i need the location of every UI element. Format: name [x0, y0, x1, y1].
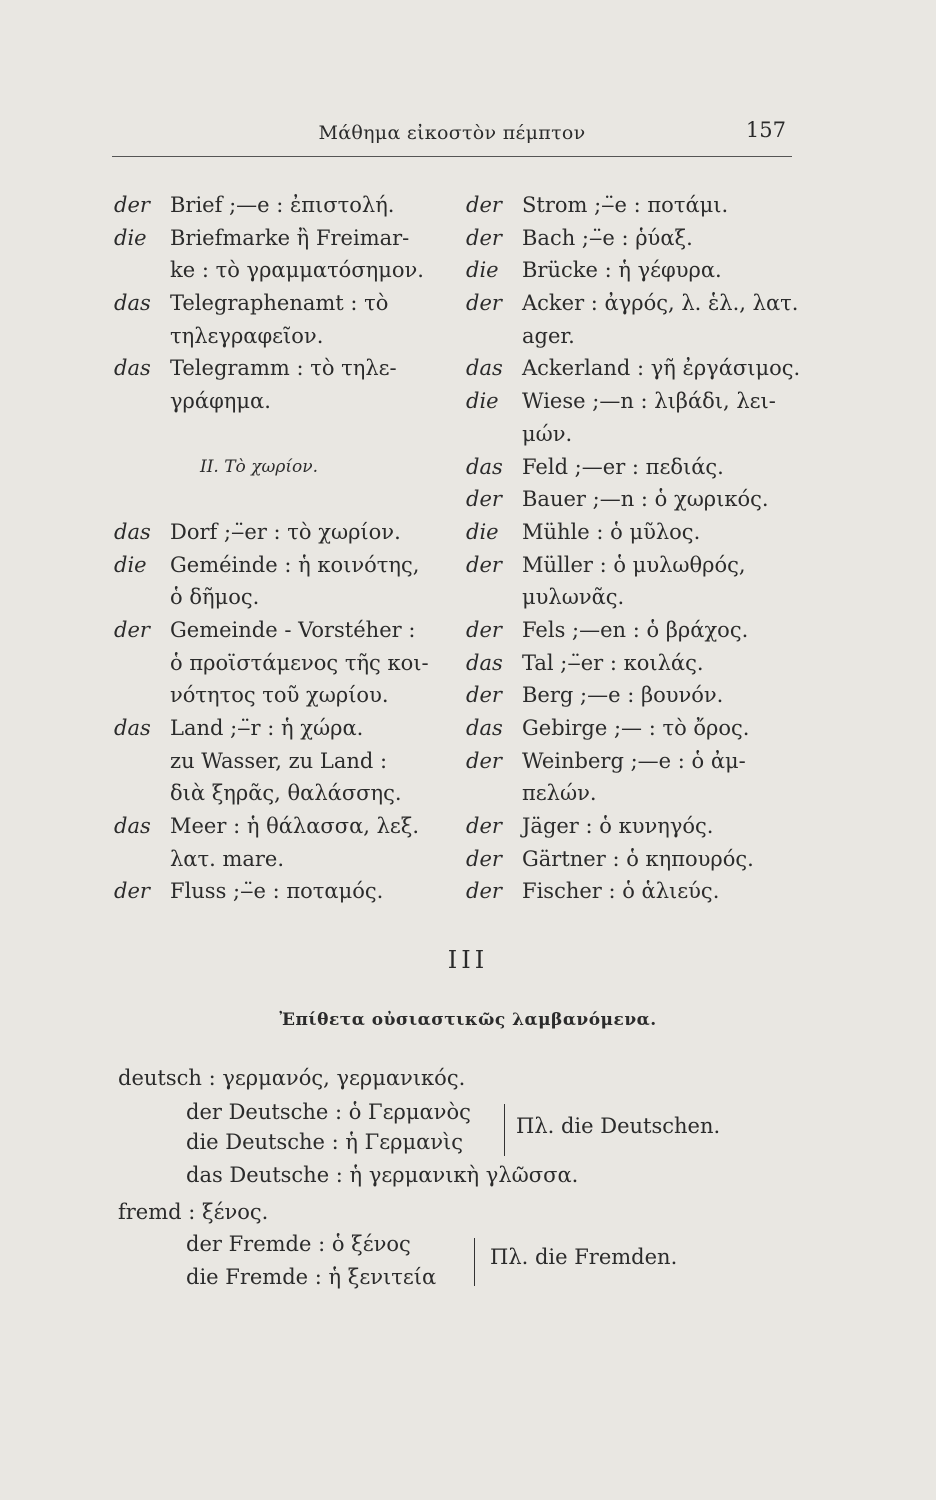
vocab-entry [466, 418, 796, 451]
entry-text: Wiese ;—n : λιβάδι, λει- [522, 389, 776, 414]
entry-text: Weinberg ;—e : ὁ ἀμ- [522, 748, 746, 773]
vocab-entry [114, 875, 444, 908]
article: der [466, 814, 502, 839]
entry-text: Briefmarke ἢ Freimar- [170, 225, 410, 250]
vocab-entry [466, 352, 801, 385]
section-title: Ἐπίθετα οὐσιαστικῶς λαμβανόμενα. [279, 1010, 657, 1030]
entry-der-deutsche: der Deutsche : ὁ Γερμανὸς [186, 1100, 471, 1124]
entry-text: νότητος τοῦ χωρίου. [170, 683, 389, 708]
vocab-entry [114, 843, 444, 876]
entry-text: Fels ;—en : ὁ βράχος. [522, 617, 749, 642]
entry-text: μυλωνᾶς. [522, 585, 625, 610]
vocab-entry [466, 875, 796, 908]
entry-text: Meer : ἡ θάλασσα, λεξ. [170, 814, 420, 839]
entry-text: Brief ;—e : ἐπιστολή. [170, 193, 395, 217]
vocab-entry [114, 745, 444, 778]
article: das [114, 814, 151, 839]
section-numeral: III [447, 946, 489, 974]
entry-text: Geméinde : ἡ κοινότης, [170, 552, 420, 577]
vocab-entry [466, 777, 796, 810]
vocab-entry [466, 483, 796, 516]
entry-der-fremde: der Fremde : ὁ ξένος [186, 1232, 411, 1256]
entry-das-deutsche: das Deutsche : ἡ γερμανικὴ γλῶσσα. [186, 1163, 579, 1187]
article: der [466, 879, 502, 904]
page-header [112, 118, 792, 156]
plural-deutsch: Πλ. die Deutschen. [516, 1114, 721, 1138]
vocab-entry [114, 320, 444, 353]
entry-text: διὰ ξηρᾶς, θαλάσσης. [170, 781, 402, 806]
article: der [466, 225, 502, 250]
article: der [114, 193, 150, 217]
right-column [466, 189, 801, 908]
entry-text: λατ. mare. [170, 846, 285, 871]
entry-text: ager. [522, 323, 575, 348]
vocab-entry [114, 581, 444, 614]
article: die [114, 552, 147, 577]
vocab-entry [466, 614, 796, 647]
vocab-entry [114, 777, 444, 810]
vocab-entry [114, 222, 444, 255]
vocab-entry [466, 712, 796, 745]
entry-text: ὁ δῆμος. [170, 585, 260, 610]
brace [498, 1104, 505, 1156]
article: der [466, 748, 502, 773]
vocab-entry [114, 647, 444, 680]
entry-text: Jäger : ὁ κυνηγός. [522, 814, 714, 839]
vocab-entry [466, 320, 796, 353]
article: der [466, 846, 502, 871]
entry-text: Tal ;‒̈er : κοιλάς. [522, 650, 704, 675]
header-rule [112, 156, 792, 157]
entry-fremd: fremd : ξένος. [118, 1200, 269, 1224]
entry-text: Gebirge ;— : τὸ ὄρος. [522, 716, 750, 740]
article: die [114, 225, 147, 250]
left-column [114, 189, 444, 908]
entry-text: Bach ;‒̈e : ῥύαξ. [522, 225, 693, 250]
vocab-entry [114, 679, 444, 712]
article: der [114, 879, 150, 904]
article: das [114, 291, 151, 316]
entry-text: Ackerland : γῆ ἐργάσιμος. [522, 356, 801, 381]
article: der [466, 291, 502, 316]
brace [468, 1238, 475, 1286]
entry-text: Fluss ;‒̈e : ποταμός. [170, 879, 384, 904]
entry-text: Acker : ἀγρός, λ. ἑλ., λατ. [522, 291, 799, 316]
entry-text: μών. [522, 421, 573, 446]
article: der [466, 617, 502, 642]
entry-text: Telegraphenamt : τὸ [170, 291, 389, 316]
article: der [466, 487, 502, 512]
vocab-entry [114, 712, 444, 745]
vocab-entry [466, 287, 799, 320]
article: das [114, 716, 151, 740]
article: das [114, 356, 151, 381]
entry-text: Mühle : ὁ μῦλος. [522, 519, 701, 544]
vocab-entry [466, 581, 796, 614]
entry-deutsch: deutsch : γερμανός, γερμανικός. [118, 1066, 466, 1090]
vocab-entry [466, 451, 796, 484]
vocab-entry [114, 614, 444, 647]
page-number: 157 [745, 118, 786, 142]
entry-text: ὁ προϊστάμενος τῆς κοι- [170, 650, 429, 675]
vocab-entry [114, 352, 444, 385]
vocab-entry [466, 516, 796, 549]
article: die [466, 389, 499, 414]
running-title: Μάθημα εἰκοστὸν πέμπτον [318, 122, 586, 144]
article: das [466, 356, 503, 381]
article: der [466, 683, 502, 708]
article: der [466, 193, 502, 217]
vocab-entry [114, 189, 444, 222]
vocab-entry [114, 549, 444, 582]
entry-text: τηλεγραφεῖον. [170, 323, 324, 348]
entry-text: Land ;‒̈r : ἡ χώρα. [170, 716, 364, 740]
vocab-entry [114, 254, 444, 287]
vocab-entry [466, 549, 796, 582]
vocab-entry [466, 189, 796, 222]
vocab-entry [466, 254, 796, 287]
vocab-entry [466, 647, 796, 680]
plural-fremd: Πλ. die Fremden. [490, 1245, 678, 1269]
entry-text: Telegramm : τὸ τηλε- [170, 356, 397, 381]
subsection-heading: II. Τὸ χωρίον. [199, 456, 318, 477]
entry-text: Berg ;—e : βουνόν. [522, 683, 724, 708]
entry-text: Gärtner : ὁ κηπουρός. [522, 846, 754, 871]
vocab-entry [466, 810, 796, 843]
article: die [466, 519, 499, 544]
vocab-entry [114, 385, 444, 418]
entry-text: zu Wasser, zu Land : [170, 748, 388, 773]
vocab-entry [466, 679, 796, 712]
article: das [466, 454, 503, 479]
vocab-entry [466, 385, 796, 418]
vocab-entry [114, 810, 444, 843]
entry-die-fremde: die Fremde : ἡ ξενιτεία [186, 1265, 437, 1289]
entry-text: γράφημα. [170, 389, 271, 414]
entry-text: Müller : ὁ μυλωθρός, [522, 552, 746, 577]
entry-text: Strom ;‒̈e : ποτάμι. [522, 193, 729, 217]
vocab-entry [114, 287, 444, 320]
entry-die-deutsche: die Deutsche : ἡ Γερμανὶς [186, 1130, 464, 1154]
article: der [466, 552, 502, 577]
entry-text: Feld ;—er : πεδιάς. [522, 454, 724, 479]
entry-text: πελών. [522, 781, 597, 806]
vocab-entry [466, 843, 796, 876]
entry-text: Dorf ;‒̈er : τὸ χωρίον. [170, 519, 401, 544]
vocab-entry [466, 745, 796, 778]
article: der [114, 617, 150, 642]
article: das [114, 519, 151, 544]
article: das [466, 716, 503, 740]
entry-text: Brücke : ἡ γέφυρα. [522, 258, 722, 283]
vocab-entry [466, 222, 796, 255]
article: die [466, 258, 499, 283]
entry-text: Gemeinde - Vorstéher : [170, 617, 416, 642]
entry-text: Fischer : ὁ ἁλιεύς. [522, 879, 720, 904]
entry-text: ke : τὸ γραμματόσημον. [170, 258, 424, 283]
vocab-entry [114, 516, 444, 549]
entry-text: Bauer ;—n : ὁ χωρικός. [522, 487, 769, 512]
article: das [466, 650, 503, 675]
